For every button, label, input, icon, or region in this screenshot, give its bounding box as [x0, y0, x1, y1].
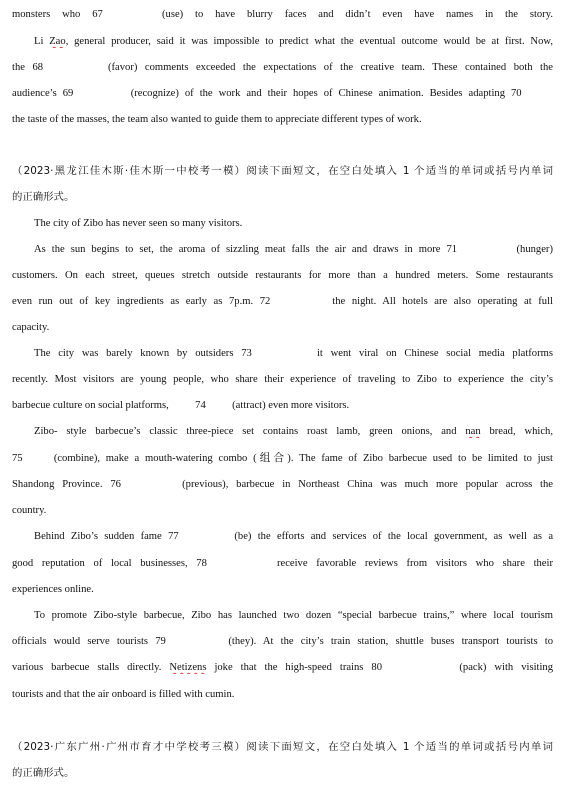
blank-69[interactable]: 69 — [63, 88, 125, 100]
section3-header-line2: 的正确形式。 — [12, 767, 75, 779]
zibo-p4-line3: Shandong Province. 76 (previous), barbecue in Northeast China was much more popular across the — [12, 479, 553, 490]
zibo-p5-line2: good reputation of local businesses, 78 receive favorable reviews from visitors who share their — [12, 558, 553, 569]
passage1-line-2: Li Zao, general producer, said it was impossible to predict what the eventual outcome would be at first. Now, — [34, 36, 553, 47]
word-netizens: Netizens — [169, 662, 207, 673]
zibo-p6-line2: officials would serve tourists 79 (they). At the city’s train station, shuttle buses transport tourists to — [12, 636, 553, 647]
passage1-line-5: the taste of the masses, the team also wanted to guide them to appreciate different types of work. — [12, 114, 422, 125]
blank-67[interactable]: 67 — [92, 9, 150, 21]
zibo-p1: The city of Zibo has never seen so many visitors. — [34, 218, 243, 229]
zibo-p3-line2: recently. Most visitors are young people, who share their experience of traveling to Zibo to experience the city’s — [12, 374, 553, 385]
zibo-p4-line1: Zibo- style barbecue’s classic three-piece set contains roast lamb, green onions, and nan bread, which, — [34, 426, 553, 437]
passage1-line-1: monsters who 67 (use) to have blurry faces and didn’t even have names in the story. — [12, 9, 553, 20]
passage1-line-4: audience’s 69 (recognize) of the work and their hopes of Chinese animation. Besides adapting 70 — [12, 87, 553, 100]
word-nan: nan — [465, 426, 481, 437]
zibo-p4-line4: country. — [12, 505, 47, 516]
zibo-p2-line3: even run out of key ingredients as early as 7p.m. 72 the night. All hotels are also operating at full — [12, 296, 553, 307]
zibo-p5-line3: experiences online. — [12, 584, 94, 595]
zibo-p3-line1: The city was barely known by outsiders 73 it went viral on Chinese social media platforms — [34, 348, 553, 359]
zibo-p4-line2: 75 (combine), make a mouth-watering combo (组合). The fame of Zibo barbecue used to be limited to just — [12, 453, 553, 464]
blank-78[interactable]: 78 — [196, 558, 268, 570]
blank-71[interactable]: 71 — [447, 244, 511, 256]
passage1-line-3: the 68 (favor) comments exceeded the expectations of the creative team. These contained both the — [12, 62, 553, 73]
zibo-p2-line4: capacity. — [12, 322, 50, 333]
blank-68[interactable]: 68 — [32, 62, 100, 74]
blank-75[interactable]: 75 — [12, 453, 48, 465]
section2-header-line1: （2023·黑龙江佳木斯·佳木斯一中校考一模）阅读下面短文，在空白处填入 1 个适当的单词或括号内单词 — [12, 165, 553, 177]
zibo-p2-line1: As the sun begins to set, the aroma of sizzling meat falls the air and draws in more 71 (hunger) — [34, 244, 553, 255]
zibo-p6-line1: To promote Zibo-style barbecue, Zibo has launched two dozen “special barbecue trains,” where local tourism — [34, 610, 553, 621]
zibo-p2-line2: customers. On each street, queues stretch outside restaurants for more than a hundred meters. Some restaurants — [12, 270, 553, 281]
blank-73[interactable]: 73 — [241, 348, 309, 360]
name-zao: Zao — [49, 36, 66, 47]
blank-79[interactable]: 79 — [155, 636, 221, 648]
blank-74[interactable]: 74 — [171, 400, 229, 412]
blank-72[interactable]: 72 — [260, 296, 326, 308]
zibo-p6-line3: various barbecue stalls directly. Netizens joke that the high-speed trains 80 (pack) with visiting — [12, 662, 553, 673]
blank-77[interactable]: 77 — [168, 531, 228, 543]
zibo-p5-line1: Behind Zibo’s sudden fame 77 (be) the efforts and services of the local government, as well as a — [34, 531, 553, 542]
blank-76[interactable]: 76 — [110, 479, 174, 491]
blank-70[interactable]: 70 — [511, 88, 553, 100]
section2-header-line2: 的正确形式。 — [12, 191, 75, 203]
section3-header-line1: （2023·广东广州·广州市育才中学校考三模）阅读下面短文，在空白处填入 1 个适当的单词或括号内单词 — [12, 741, 553, 753]
blank-80[interactable]: 80 — [371, 662, 451, 674]
zibo-p3-line3: barbecue culture on social platforms, 74 (attract) even more visitors. — [12, 400, 350, 411]
zibo-p6-line4: tourists and that the air onboard is filled with cumin. — [12, 689, 235, 700]
